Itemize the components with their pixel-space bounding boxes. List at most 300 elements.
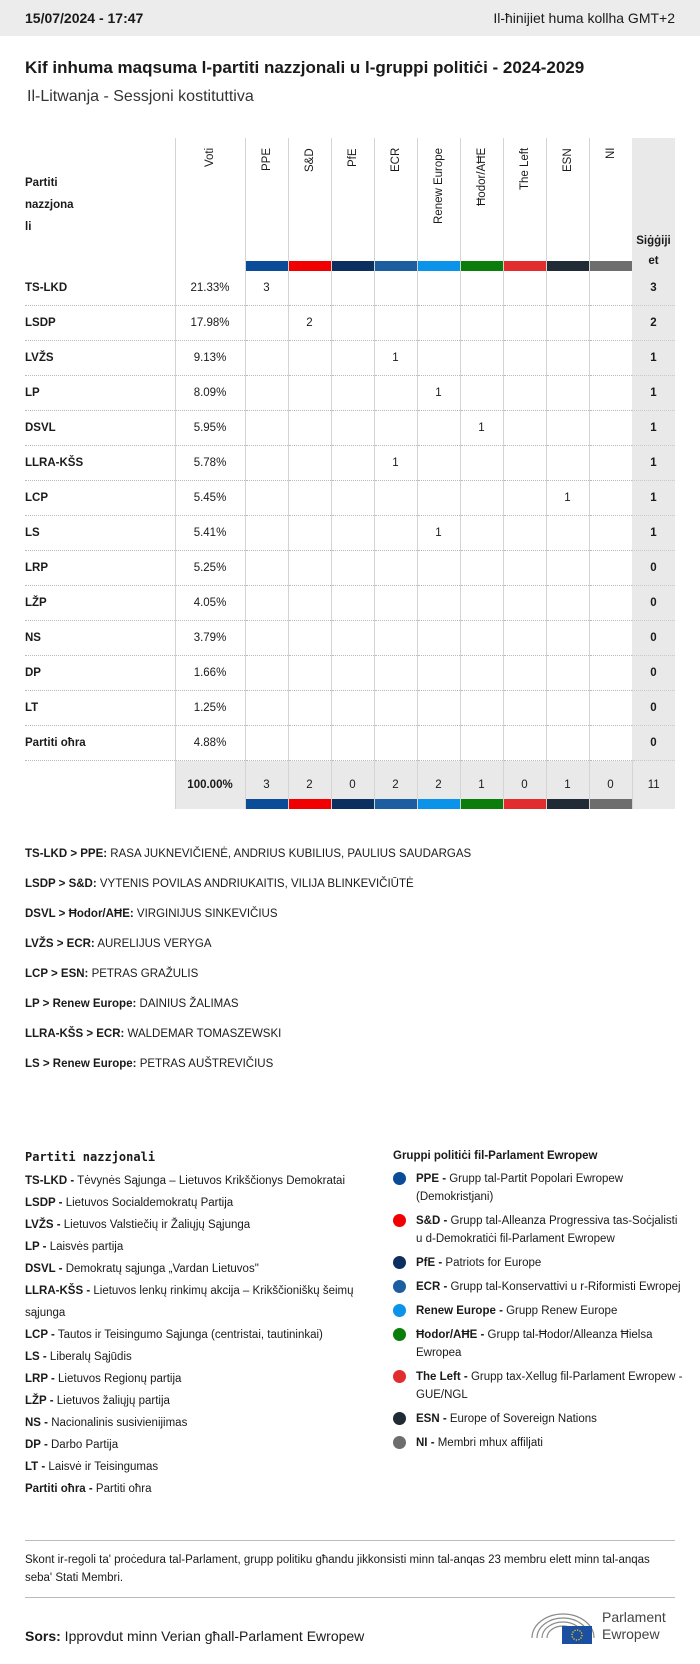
group-seat-cell (288, 376, 331, 411)
group-abbr: ESN - (416, 1413, 447, 1425)
group-seat-cell (245, 726, 288, 761)
group-seat-cell (460, 376, 503, 411)
group-legend-item (393, 1278, 683, 1296)
group-seat-cell (331, 691, 374, 726)
group-legend-item (393, 1368, 683, 1404)
group-total-cell (546, 761, 589, 810)
group-seat-cell (589, 271, 632, 306)
group-abbr: The Left - (416, 1371, 468, 1383)
group-seat-cell (546, 726, 589, 761)
total-seats-cell: 0 (632, 691, 675, 726)
party-abbr: TS-LKD - (25, 1175, 75, 1187)
party-header-line: Partiti (25, 176, 58, 189)
group-seat-cell (374, 656, 417, 691)
group-seat-cell (245, 446, 288, 481)
group-seat-cell: 3 (245, 271, 288, 306)
group-total-cell (417, 761, 460, 810)
votes-cell: 5.78% (175, 446, 245, 481)
party-full-name: Lietuvos Valstiečių ir Žaliųjų Sąjunga (60, 1219, 251, 1231)
party-legend-item (25, 1324, 385, 1346)
group-seat-cell (245, 376, 288, 411)
group-header-label: NI (604, 148, 617, 160)
group-seat-cell (460, 551, 503, 586)
group-seat-cell: 1 (374, 341, 417, 376)
votes-column-header (175, 138, 245, 271)
total-seats-cell: 1 (632, 481, 675, 516)
group-header-label: PPE (260, 148, 273, 172)
table-row (25, 691, 675, 726)
group-seat-cell: 1 (417, 516, 460, 551)
party-name-cell: DSVL (25, 411, 175, 446)
group-legend-text (416, 1368, 683, 1404)
group-seat-cell (245, 586, 288, 621)
group-seat-cell (546, 411, 589, 446)
grand-total-seats-cell: 11 (632, 761, 675, 810)
group-abbr: Renew Europe - (416, 1305, 503, 1317)
group-seat-cell (331, 481, 374, 516)
party-full-name: Partiti oħra (92, 1483, 152, 1495)
group-seat-cell (460, 656, 503, 691)
group-seat-cell (417, 656, 460, 691)
group-color-dot-icon (393, 1412, 406, 1425)
political-groups-legend (393, 1150, 683, 1458)
group-color-bar (332, 799, 374, 809)
group-legend-text (416, 1434, 543, 1452)
votes-cell: 9.13% (175, 341, 245, 376)
group-color-bar (289, 799, 331, 809)
group-total-value: 2 (306, 779, 313, 791)
votes-header-label: Voti (204, 148, 216, 168)
group-seat-cell (245, 481, 288, 516)
group-total-cell (589, 761, 632, 810)
seats-header-line: et (648, 255, 659, 267)
group-color-dot-icon (393, 1172, 406, 1185)
group-color-bar (590, 799, 632, 809)
group-total-value: 2 (392, 779, 399, 791)
party-abbr: LLRA-KŠS - (25, 1285, 91, 1297)
group-seat-cell (374, 306, 417, 341)
group-legend-item (393, 1410, 683, 1428)
group-seat-cell (331, 516, 374, 551)
group-abbr: Ħodor/AĦE - (416, 1329, 485, 1341)
total-seats-cell: 1 (632, 376, 675, 411)
party-legend-item (25, 1434, 385, 1456)
total-seats-cell: 0 (632, 656, 675, 691)
group-header-label: ESN (561, 148, 574, 172)
group-seat-cell (245, 551, 288, 586)
group-seat-cell (331, 376, 374, 411)
party-full-name: Tautos ir Teisingumo Sąjunga (centristai, tautininkai) (54, 1329, 323, 1341)
group-seat-cell (589, 726, 632, 761)
group-seat-cell (503, 621, 546, 656)
group-seat-cell (331, 656, 374, 691)
party-abbr: NS - (25, 1417, 48, 1429)
group-seat-cell: 1 (546, 481, 589, 516)
group-full-name: Grupp tal-Alleanza Progressiva tas-Soċjalisti u d-Demokratiċi fil-Parlament Ewropew (416, 1215, 678, 1245)
group-seat-cell (245, 691, 288, 726)
group-header-label: PfE (346, 148, 359, 167)
group-seat-cell (503, 376, 546, 411)
elected-names: VYTENIS POVILAS ANDRIUKAITIS, VILIJA BLINKEVIČIŪTĖ (96, 878, 414, 890)
party-abbr: LP - (25, 1241, 47, 1253)
votes-cell: 1.25% (175, 691, 245, 726)
party-name-cell: LP (25, 376, 175, 411)
group-seat-cell (331, 306, 374, 341)
party-full-name: Lietuvos Socialdemokratų Partija (62, 1197, 234, 1209)
rules-note: Skont ir-regoli ta' proċedura tal-Parlament, grupp politiku għandu jikkonsisti minn tal-anqas 23 membru elett minn tal-anqas seba' Stati Membri. (25, 1540, 675, 1598)
votes-cell: 21.33% (175, 271, 245, 306)
elected-names: DAINIUS ŽALIMAS (136, 998, 239, 1010)
group-abbr: S&D - (416, 1215, 448, 1227)
group-seat-cell (417, 446, 460, 481)
elected-party-group: TS-LKD > PPE: (25, 848, 108, 860)
party-full-name: Laisvės partija (46, 1241, 124, 1253)
group-seat-cell (417, 551, 460, 586)
party-abbr: LŽP - (25, 1395, 54, 1407)
group-total-cell (503, 761, 546, 810)
group-column-header (288, 138, 331, 271)
group-seat-cell (460, 516, 503, 551)
group-seat-cell: 1 (460, 411, 503, 446)
group-header-label: ECR (389, 148, 402, 173)
group-seat-cell (503, 271, 546, 306)
total-votes-cell: 100.00% (175, 761, 245, 810)
group-seat-cell (288, 341, 331, 376)
group-abbr: ECR - (416, 1281, 448, 1293)
party-full-name: Nacionalinis susivienijimas (48, 1417, 188, 1429)
group-seat-cell (503, 306, 546, 341)
party-abbr: LRP - (25, 1373, 55, 1385)
group-total-cell (374, 761, 417, 810)
political-groups-legend-title: Gruppi politiċi fil-Parlament Ewropew (393, 1150, 598, 1162)
total-seats-cell: 3 (632, 271, 675, 306)
party-abbr: LT - (25, 1461, 46, 1473)
group-legend-text (416, 1410, 597, 1428)
elected-names: PETRAS AUŠTREVIČIUS (136, 1058, 274, 1070)
group-seat-cell (417, 341, 460, 376)
group-color-bar (418, 799, 460, 809)
elected-party-group: LP > Renew Europe: (25, 998, 137, 1010)
european-parliament-logo (528, 1606, 666, 1646)
group-seat-cell (589, 376, 632, 411)
party-column-header (25, 138, 175, 271)
party-legend-item (25, 1236, 385, 1258)
group-total-value: 0 (521, 779, 528, 791)
table-header-row (25, 138, 675, 271)
group-color-bar (504, 799, 546, 809)
group-seat-cell (288, 411, 331, 446)
group-seat-cell (460, 306, 503, 341)
party-legend-item (25, 1412, 385, 1434)
group-column-header (589, 138, 632, 271)
group-seat-cell (460, 341, 503, 376)
party-abbr: LVŽS - (25, 1219, 61, 1231)
group-full-name: Grupp Renew Europe (502, 1305, 618, 1317)
group-seat-cell (546, 586, 589, 621)
group-seat-cell (460, 271, 503, 306)
group-color-dot-icon (393, 1370, 406, 1383)
group-header-label: Ħodor/AĦE (475, 148, 488, 207)
party-legend-item (25, 1214, 385, 1236)
group-abbr: PfE - (416, 1257, 443, 1269)
group-seat-cell (589, 516, 632, 551)
group-seat-cell (288, 656, 331, 691)
national-parties-legend (25, 1150, 385, 1500)
group-seat-cell (331, 586, 374, 621)
group-color-bar (246, 799, 288, 809)
group-legend-text (416, 1254, 541, 1272)
group-header-label: Renew Europe (432, 148, 445, 225)
parliament-hemicycle-icon (528, 1606, 598, 1646)
group-seat-cell (245, 341, 288, 376)
group-full-name: Grupp tal-Konservattivi u r-Riformisti Ewropej (447, 1281, 681, 1293)
group-seat-cell (374, 481, 417, 516)
party-legend-item (25, 1346, 385, 1368)
table-row (25, 656, 675, 691)
totals-row (25, 761, 675, 810)
table-row (25, 411, 675, 446)
elected-names: RASA JUKNEVIČIENĖ, ANDRIUS KUBILIUS, PAULIUS SAUDARGAS (107, 848, 472, 860)
timestamp: 15/07/2024 - 17:47 (25, 10, 144, 26)
party-name-cell: LCP (25, 481, 175, 516)
party-legend-item (25, 1192, 385, 1214)
group-color-dot-icon (393, 1304, 406, 1317)
group-legend-text (416, 1326, 683, 1362)
elected-party-group: LCP > ESN: (25, 968, 89, 980)
group-full-name: Patriots for Europe (442, 1257, 542, 1269)
elected-entry (25, 908, 471, 938)
source-line (25, 1628, 364, 1644)
party-header-line: li (25, 220, 32, 233)
group-seat-cell (503, 691, 546, 726)
group-color-bar (547, 261, 589, 271)
total-seats-cell: 1 (632, 411, 675, 446)
group-color-bar (289, 261, 331, 271)
total-seats-cell: 1 (632, 341, 675, 376)
group-seat-cell (245, 516, 288, 551)
votes-cell: 4.88% (175, 726, 245, 761)
totals-blank-cell (25, 761, 175, 810)
logo-line-2: Ewropew (602, 1626, 660, 1642)
group-seat-cell (589, 341, 632, 376)
party-abbr: DSVL - (25, 1263, 63, 1275)
elected-party-group: LS > Renew Europe: (25, 1058, 137, 1070)
group-column-header (546, 138, 589, 271)
table-row (25, 726, 675, 761)
party-name-cell: DP (25, 656, 175, 691)
group-seat-cell (503, 586, 546, 621)
group-color-bar (590, 261, 633, 271)
group-seat-cell: 1 (374, 446, 417, 481)
party-legend-item (25, 1280, 385, 1324)
group-seat-cell: 1 (417, 376, 460, 411)
group-column-header (245, 138, 288, 271)
group-seat-cell (245, 656, 288, 691)
votes-cell: 5.25% (175, 551, 245, 586)
elected-entry (25, 998, 471, 1028)
elected-party-group: DSVL > Ħodor/AĦE: (25, 908, 134, 920)
logo-line-1: Parlament (602, 1609, 666, 1625)
party-full-name: Tėvynės Sąjunga – Lietuvos Krikščionys Demokratai (74, 1175, 345, 1187)
group-seat-cell (417, 621, 460, 656)
group-total-cell (331, 761, 374, 810)
group-total-value: 0 (349, 779, 356, 791)
group-seat-cell (331, 446, 374, 481)
group-full-name: Grupp tal-Partit Popolari Ewropew (Demokristjani) (416, 1173, 624, 1203)
group-total-cell (460, 761, 503, 810)
group-seat-cell (288, 691, 331, 726)
group-seat-cell (245, 411, 288, 446)
group-legend-item (393, 1212, 683, 1248)
group-seat-cell (460, 481, 503, 516)
page-subtitle: Il-Litwanja - Sessjoni kostituttiva (27, 88, 254, 105)
group-color-dot-icon (393, 1256, 406, 1269)
group-seat-cell (331, 621, 374, 656)
group-seat-cell (546, 551, 589, 586)
group-legend-item (393, 1326, 683, 1362)
group-full-name: Grupp tax-Xellug fil-Parlament Ewropew - GUE/NGL (416, 1371, 683, 1401)
party-full-name: Liberalų Sąjūdis (46, 1351, 132, 1363)
elected-names: VIRGINIJUS SINKEVIČIUS (133, 908, 278, 920)
national-parties-legend-title: Partiti nazzjonali (25, 1150, 156, 1164)
elected-entry (25, 938, 471, 968)
group-seat-cell (546, 691, 589, 726)
group-seat-cell (589, 481, 632, 516)
group-color-bar (504, 261, 546, 271)
elected-entry (25, 968, 471, 998)
group-seat-cell (589, 621, 632, 656)
group-seat-cell (589, 306, 632, 341)
elected-party-group: LLRA-KŠS > ECR: (25, 1028, 125, 1040)
group-seat-cell (503, 411, 546, 446)
group-full-name: Grupp tal-Ħodor/Alleanza Ħielsa Ewropea (416, 1329, 653, 1359)
votes-cell: 5.95% (175, 411, 245, 446)
party-legend-item (25, 1368, 385, 1390)
group-abbr: NI - (416, 1437, 435, 1449)
seats-header-line: Siġġiji (636, 235, 671, 247)
group-seat-cell (546, 271, 589, 306)
party-full-name: Demokratų sąjunga „Vardan Lietuvos" (62, 1263, 259, 1275)
group-seat-cell (417, 726, 460, 761)
group-column-header (460, 138, 503, 271)
party-name-cell: LSDP (25, 306, 175, 341)
group-seat-cell (288, 621, 331, 656)
party-name-cell: Partiti oħra (25, 726, 175, 761)
table-row (25, 516, 675, 551)
elected-names: WALDEMAR TOMASZEWSKI (124, 1028, 282, 1040)
party-legend-item (25, 1390, 385, 1412)
votes-cell: 1.66% (175, 656, 245, 691)
group-seat-cell (589, 446, 632, 481)
group-seat-cell (417, 481, 460, 516)
group-seat-cell (503, 481, 546, 516)
votes-cell: 3.79% (175, 621, 245, 656)
party-legend-item (25, 1258, 385, 1280)
group-seat-cell (503, 551, 546, 586)
group-seat-cell (460, 691, 503, 726)
party-name-cell: TS-LKD (25, 271, 175, 306)
elected-names: AURELIJUS VERYGA (94, 938, 212, 950)
group-column-header (331, 138, 374, 271)
group-seat-cell (460, 446, 503, 481)
group-full-name: Europe of Sovereign Nations (446, 1413, 597, 1425)
group-legend-item (393, 1302, 683, 1320)
party-legend-item (25, 1478, 385, 1500)
table-row (25, 551, 675, 586)
total-seats-cell: 0 (632, 551, 675, 586)
elected-entry (25, 878, 471, 908)
group-header-label: The Left (518, 148, 531, 191)
table-row (25, 446, 675, 481)
group-seat-cell (417, 306, 460, 341)
elected-names: PETRAS GRAŽULIS (88, 968, 199, 980)
group-seat-cell (331, 411, 374, 446)
top-bar (0, 0, 700, 36)
seats-column-header (632, 138, 675, 271)
group-seat-cell (503, 656, 546, 691)
group-seat-cell (331, 271, 374, 306)
group-seat-cell (546, 446, 589, 481)
votes-cell: 5.45% (175, 481, 245, 516)
party-name-cell: LLRA-KŠS (25, 446, 175, 481)
group-total-value: 3 (263, 779, 270, 791)
group-color-dot-icon (393, 1280, 406, 1293)
results-table (25, 138, 675, 809)
group-column-header (417, 138, 460, 271)
group-header-label: S&D (303, 148, 316, 172)
group-seat-cell (589, 586, 632, 621)
group-seat-cell (546, 341, 589, 376)
party-abbr: LS - (25, 1351, 47, 1363)
source-text: Ipprovdut minn Verian għall-Parlament Ewropew (60, 1628, 365, 1644)
group-color-bar (461, 799, 503, 809)
group-seat-cell (589, 551, 632, 586)
elected-party-group: LVŽS > ECR: (25, 938, 95, 950)
group-color-dot-icon (393, 1328, 406, 1341)
group-seat-cell (589, 411, 632, 446)
group-legend-text (416, 1170, 683, 1206)
group-seat-cell (331, 726, 374, 761)
group-seat-cell (589, 656, 632, 691)
group-full-name: Membri mhux affiljati (434, 1437, 543, 1449)
group-seat-cell (546, 656, 589, 691)
group-total-value: 1 (564, 779, 571, 791)
party-abbr: LSDP - (25, 1197, 63, 1209)
group-total-value: 2 (435, 779, 442, 791)
group-color-dot-icon (393, 1214, 406, 1227)
total-seats-cell: 1 (632, 446, 675, 481)
group-legend-item (393, 1254, 683, 1272)
group-seat-cell (245, 621, 288, 656)
group-color-bar (375, 261, 417, 271)
group-seat-cell (374, 516, 417, 551)
party-abbr: LCP - (25, 1329, 55, 1341)
group-seat-cell (460, 621, 503, 656)
group-total-value: 0 (607, 779, 614, 791)
votes-cell: 4.05% (175, 586, 245, 621)
group-color-bar (246, 261, 288, 271)
total-seats-cell: 2 (632, 306, 675, 341)
group-seat-cell (288, 446, 331, 481)
group-seat-cell (374, 621, 417, 656)
group-abbr: PPE - (416, 1173, 447, 1185)
group-seat-cell (288, 586, 331, 621)
group-seat-cell (546, 621, 589, 656)
group-total-cell (245, 761, 288, 810)
group-seat-cell (374, 411, 417, 446)
group-seat-cell (546, 376, 589, 411)
group-seat-cell (417, 271, 460, 306)
